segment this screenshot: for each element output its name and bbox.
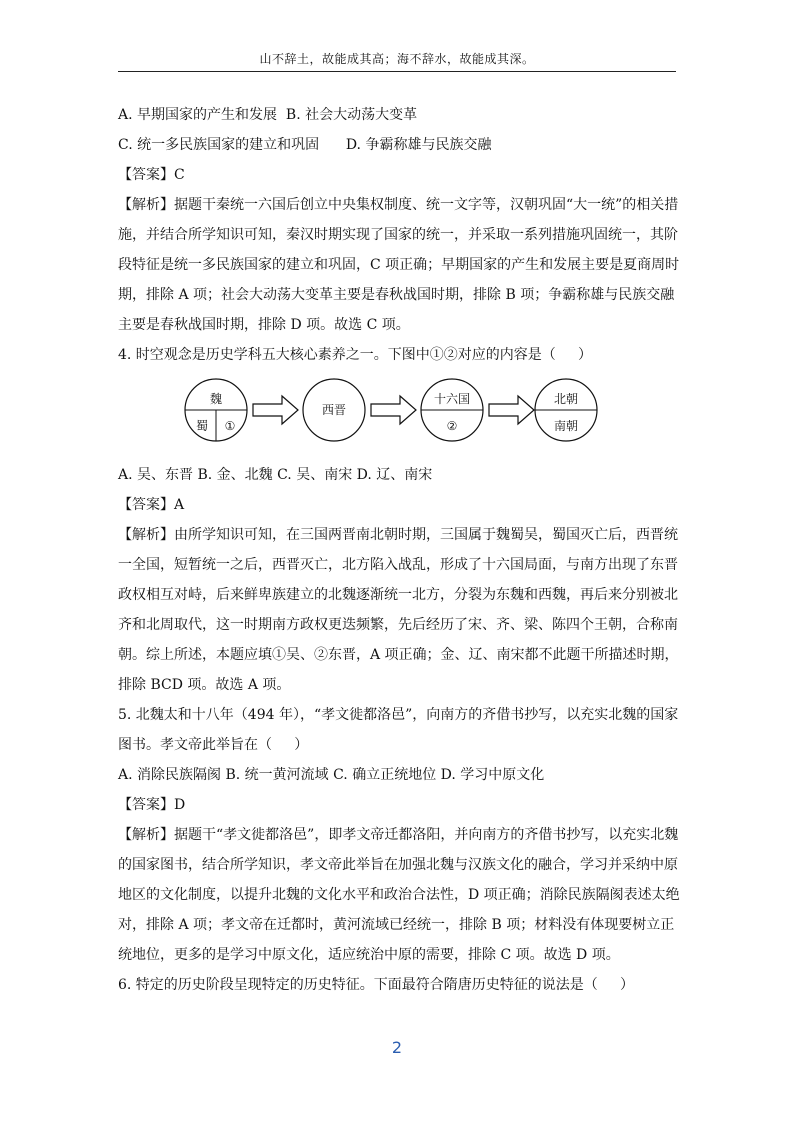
question-5-options: A. 消除民族隔阂 B. 统一黄河流域 C. 确立正统地位 D. 学习中原文化 (118, 767, 545, 783)
label-western-jin: 西晋 (321, 403, 347, 417)
label-northern-dynasties: 北朝 (553, 392, 579, 406)
text-line: 【答案】D (118, 797, 186, 813)
text-line: 齐和北周取代，这一时期南方政权更迭频繁，先后经历了宋、齐、梁、陈四个王朝，合称南 (118, 617, 678, 633)
text-line: C. 统一多民族国家的建立和巩固 D. 争霸称雄与民族交融 (118, 137, 492, 153)
question-4-options: A. 吴、东晋 B. 金、北魏 C. 吴、南宋 D. 辽、南宋 (118, 467, 433, 483)
text-line: A. 早期国家的产生和发展 B. 社会大动荡大变革 (118, 107, 418, 123)
text-line: 一全国，短暂统一之后，西晋灭亡，北方陷入战乱，形成了十六国局面，与南方出现了东晋 (118, 557, 678, 573)
right-arrow-icon (253, 396, 298, 424)
label-sixteen-kingdoms: 十六国 (433, 392, 471, 406)
text-line: 期，排除 A 项；社会大动荡大变革主要是春秋战国时期，排除 B 项；争霸称雄与民族交融 (118, 287, 675, 303)
text-line: 【答案】A (118, 497, 185, 513)
circle-sixteen-kingdoms (421, 379, 483, 441)
text-line: 统地位，更多的是学习中原文化，适应统治中原的需要，排除 C 项。故选 D 项。 (118, 947, 620, 963)
text-line: 【解析】由所学知识可知，在三国两晋南北朝时期，三国属于魏蜀吴，蜀国灭亡后，西晋统 (118, 527, 678, 543)
circle-three-kingdoms (185, 379, 247, 441)
page-header-motto: 山不辞土，故能成其高；海不辞水，故能成其深。 (259, 52, 535, 66)
label-shu: 蜀 (195, 419, 209, 433)
text-line: 排除 BCD 项。故选 A 项。 (118, 677, 291, 693)
circle-north-south-dynasties (535, 379, 597, 441)
text-line: 【答案】C (118, 167, 185, 183)
document-body (118, 100, 690, 1000)
text-line: 对，排除 A 项；孝文帝在迁都时，黄河流域已经统一，排除 B 项；材料没有体现要树立正 (118, 917, 675, 933)
label-wei: 魏 (209, 392, 223, 406)
circle-western-jin (303, 379, 365, 441)
text-line: 施，并结合所学知识可知，秦汉时期实现了国家的统一，并采取一系列措施巩固统一，其阶 (118, 227, 678, 243)
text-line: 主要是春秋战国时期，排除 D 项。故选 C 项。 (118, 317, 410, 333)
text-line: 段特征是统一多民族国家的建立和巩固，C 项正确；早期国家的产生和发展主要是夏商周时 (118, 257, 680, 273)
right-arrow-icon (371, 396, 416, 424)
question-5-stem: 5. 北魏太和十八年（494 年），“孝文徙都洛邑”，向南方的齐借书抄写，以充实北魏的国家 (118, 707, 679, 723)
blank-2-marker: ② (446, 419, 458, 433)
dynasty-flow-svg (178, 372, 598, 452)
dynasty-sequence-diagram (118, 372, 690, 458)
text-line: 地区的文化制度，以提升北魏的文化水平和政治合法性，D 项正确；消除民族隔阂表述太绝 (118, 887, 680, 903)
text-line: 图书。孝文帝此举旨在（ ） (118, 737, 309, 753)
question-6-stem: 6. 特定的历史阶段呈现特定的历史特征。下面最符合隋唐历史特征的说法是（ ） (118, 977, 635, 993)
text-line: 朝。综上所述，本题应填①吴、②东晋，A 项正确；金、辽、南宋都不此题干所描述时期， (118, 647, 679, 663)
label-southern-dynasties: 南朝 (553, 419, 579, 433)
question-4-stem: 4. 时空观念是历史学科五大核心素养之一。下图中①②对应的内容是（ ） (118, 347, 593, 363)
text-line: 【解析】据题干秦统一六国后创立中央集权制度、统一文字等，汉朝巩固“大一统”的相关措 (118, 197, 679, 213)
right-arrow-icon (489, 396, 534, 424)
text-line: 的国家图书，结合所学知识，孝文帝此举旨在加强北魏与汉族文化的融合，学习并采纳中原 (118, 857, 678, 873)
text-line: 【解析】据题干“孝文徙都洛邑”，即孝文帝迁都洛阳，并向南方的齐借书抄写，以充实北魏 (118, 827, 679, 843)
page-number: 2 (391, 1038, 403, 1057)
blank-1-marker: ① (224, 419, 236, 433)
header-divider (118, 71, 676, 72)
text-line: 政权相互对峙，后来鲜卑族建立的北魏逐渐统一北方，分裂为东魏和西魏，再后来分别被北 (118, 587, 678, 603)
